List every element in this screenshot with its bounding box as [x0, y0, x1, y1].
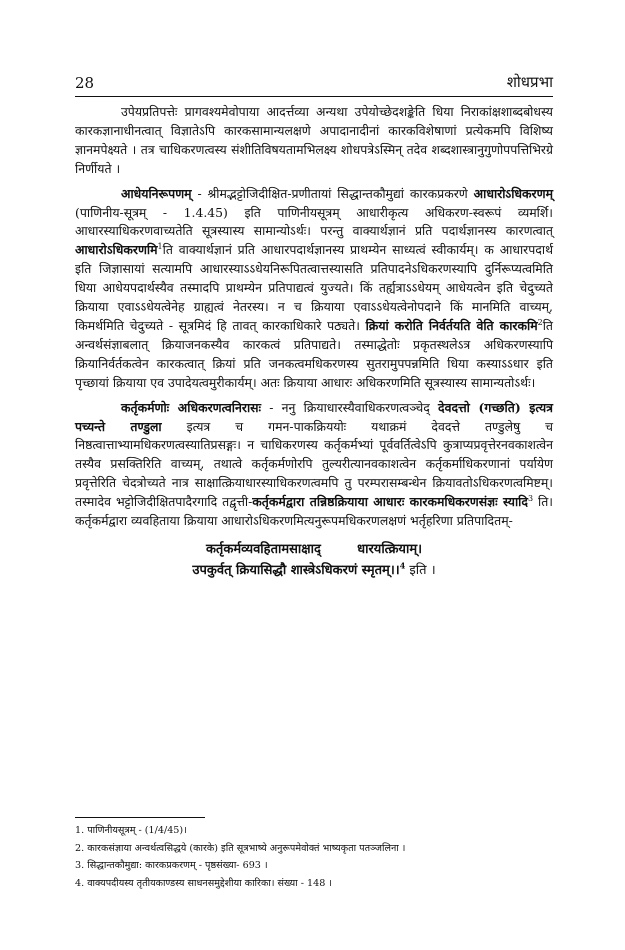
bold-example-devadatta: देवदत्तो (गच्छति) इत्यत्र पच्यन्ते तण्डुला	[75, 399, 553, 434]
running-title: शोधप्रभा	[506, 73, 553, 91]
verse-line-1: कर्तृकर्मव्यवहितामसाक्षाद् धारयत्क्रियाम्।	[205, 541, 423, 557]
bold-quote-karaka: क्रियां करोति निर्वर्तयति वेति कारकमि	[365, 317, 538, 333]
footnote-ref-3: 3	[527, 494, 534, 503]
paragraph-adheya: आधेयनिरूपणम् - श्रीमद्भट्टोजिदीक्षित-प्रणीतायां सिद्धान्तकौमुद्यां कारकप्रकरणे आधारोऽधिकरणम् (पाणिनीय-सूत्रम् - 1.4.45) इति पाणिनीयसूत्रम् आधारीकृत्य अधिकरण-स्वरूपं व्यमर्शि। आधारस्याधिकरणवाच्यतेति सूत्रस्यास्य सामान्योऽर्थः। परन्तु वाक्यार्थज्ञानं प्रति पदार्थज्ञानस्य कारणत्वात् आधारोऽधिकरणमि$^1$ति वाक्यार्थज्ञानं प्रति आधारपदार्थज्ञानस्य प्राथम्येन साध्यत्वं स्वीकार्यम्। क आधारपदार्थ इति जिज्ञासायां सत्यामपि आधारस्याऽऽधेयनिरूपितत्वात्तस्यासति प्रतिपादनेऽधिकरणस्यापि दुर्निरूप्यत्वमिति धिया आधेयपदार्थस्यैव तस्मादपि प्राथम्येन प्रतिपाद्यत्वं युज्यते। किं तर्ह्यत्राऽऽधेयम् आधेयत्वेन इति चेदुच्यते क्रियाया एवाऽऽधेयत्वेनेह ग्राह्यत्वं नेतरस्य। न च क्रियाया एवाऽऽधेयत्वेनोपदाने किं मानमिति वाच्यम्, किमर्थमिति चेदुच्यते - सूत्रमिदं हि तावत् कारकाधिकारे पठ्यते। क्रियां करोति निर्वर्तयति वेति कारकमि$^2$ति अन्वर्थसंज्ञाबलात् क्रियाजनकस्यैव कारकत्वं प्रतिपाद्यते। तस्माद्धेतोः प्रकृतस्थलेऽत्र अधिकरणस्यापि क्रियानिर्वर्तकत्वेन कारकत्वात् क्रियां प्रति जनकत्वमधिकरणस्य सुतरामुपपन्नमिति धिया कस्याऽऽधार इति पृच्छायां क्रियाया एव उपादेयत्वमुरीकार्यम्। अतः क्रियाया आधारः अधिकरणमिति सूत्रस्यास्य सामान्यतोऽर्थः।	[75, 185, 553, 390]
body-text	[75, 103, 553, 581]
page-number: 28	[75, 74, 95, 92]
footnote-4: 4. वाक्यपदीयस्य तृतीयकाण्डस्य साधनसमुद्देशीया कारिका। संख्या - 148 ।	[75, 877, 332, 889]
footnote-ref-2: 2	[537, 317, 543, 327]
footnote-3: 3. सिद्धान्तकौमुद्या: कारकप्रकरणम् - पृष्ठसंख्या- 693 ।	[75, 860, 268, 872]
footnote-rule	[75, 817, 205, 818]
paragraph-kartrkarma: कर्तृकर्मणोः अधिकरणत्वनिरासः - ननु क्रियाधारस्यैवाधिकरणत्वञ्चेद् देवदत्तो (गच्छति) इत्यत्र पच्यन्ते तण्डुला इत्यत्र च गमन-पाकक्रिययोः यथाक्रमं देवदत्ते तण्डुलेषु च निष्ठत्वात्ताभ्यामधिकरणत्वस्यातिप्रसङ्गः। न चाधिकरणस्य कर्तृकर्मभ्यां पूर्ववर्तित्वेऽपि कुत्राप्यप्रवृत्तेरनवकाशत्वेन तस्यैव प्रसक्तिरिति वाच्यम्, तथात्वे कर्तृकर्मणोरपि तुल्यरीत्यानवकाशत्वेन कर्तृकर्माधिकरणानां पर्यायेण प्रवृत्तेरिति चेदत्रोच्यते नात्र साक्षात्क्रियाधारस्याधिकरणत्वमपि तु परम्परासम्बन्धेन क्रियावतोऽधिकरणत्वमिष्टम्। तस्मादेव भट्टोजिदीक्षितपादैरगादि तद्वृत्ती-कर्तृकर्मद्वारा तन्निष्ठक्रियाया आधारः कारकमधिकरणसंज्ञः स्यादि$^3$ ति। कर्तृकर्मद्वारा व्यवहिताया क्रियाया आधारोऽधिकरणमित्यनुरूपमधिकरणलक्षणं भर्तृहरिणा प्रतिपादितम्-	[75, 399, 553, 529]
section-heading-kartrkarma: कर्तृकर्मणोः अधिकरणत्वनिरासः	[121, 399, 262, 415]
verse-block	[75, 539, 553, 581]
section-heading-adheya: आधेयनिरूपणम्	[121, 185, 192, 201]
footnote-ref-4: 4	[399, 560, 406, 571]
footnote-1: 1. पाणिनीयसूत्रम् - (1/4/45)।	[75, 825, 187, 836]
page-header	[75, 70, 553, 92]
footnote-2: 2. कारकसंज्ञाया अन्वर्थत्वसिद्धये (कारके) इति सूत्रभाष्ये अनुरूपमेवोक्तं भाष्यकृता पतञ्जलिना ।	[75, 842, 406, 854]
bold-quote-vrtti: कर्तृकर्मद्वारा तन्निष्ठक्रियाया आधारः कारकमधिकरणसंज्ञः स्यादि	[252, 494, 528, 510]
footnotes	[75, 822, 553, 892]
footnote-ref-1: 1	[157, 242, 163, 252]
sutra-adharo: आधारोऽधिकरणम्	[473, 185, 553, 201]
header-rule	[75, 96, 553, 97]
verse-line-2: उपकुर्वत् क्रियासिद्धौ शास्त्रेऽधिकरणं स्मृतम्।।$^4$ इति ।	[192, 560, 436, 578]
paragraph-intro: उपेयप्रतिपत्तेः प्रागवश्यमेवोपाया आदर्त्तव्या अन्यथा उपेयोच्छेदशङ्केति धिया निराकांक्षशाब्दबोधस्य कारकज्ञानाधीनत्वात् विज्ञातेऽपि कारकसामान्यलक्षणे अपादानादीनां कारकविशेषाणां प्रत्येकमपि विशिष्य ज्ञानमपेक्ष्यते । तत्र चाधिकरणत्वस्य संशीतिविषयतामभिलक्ष्य शोधपत्रेऽस्मिन् तदेव शब्दशास्त्रानुगुणोपपत्तिभिरग्रे निर्णीयते ।	[75, 104, 553, 176]
